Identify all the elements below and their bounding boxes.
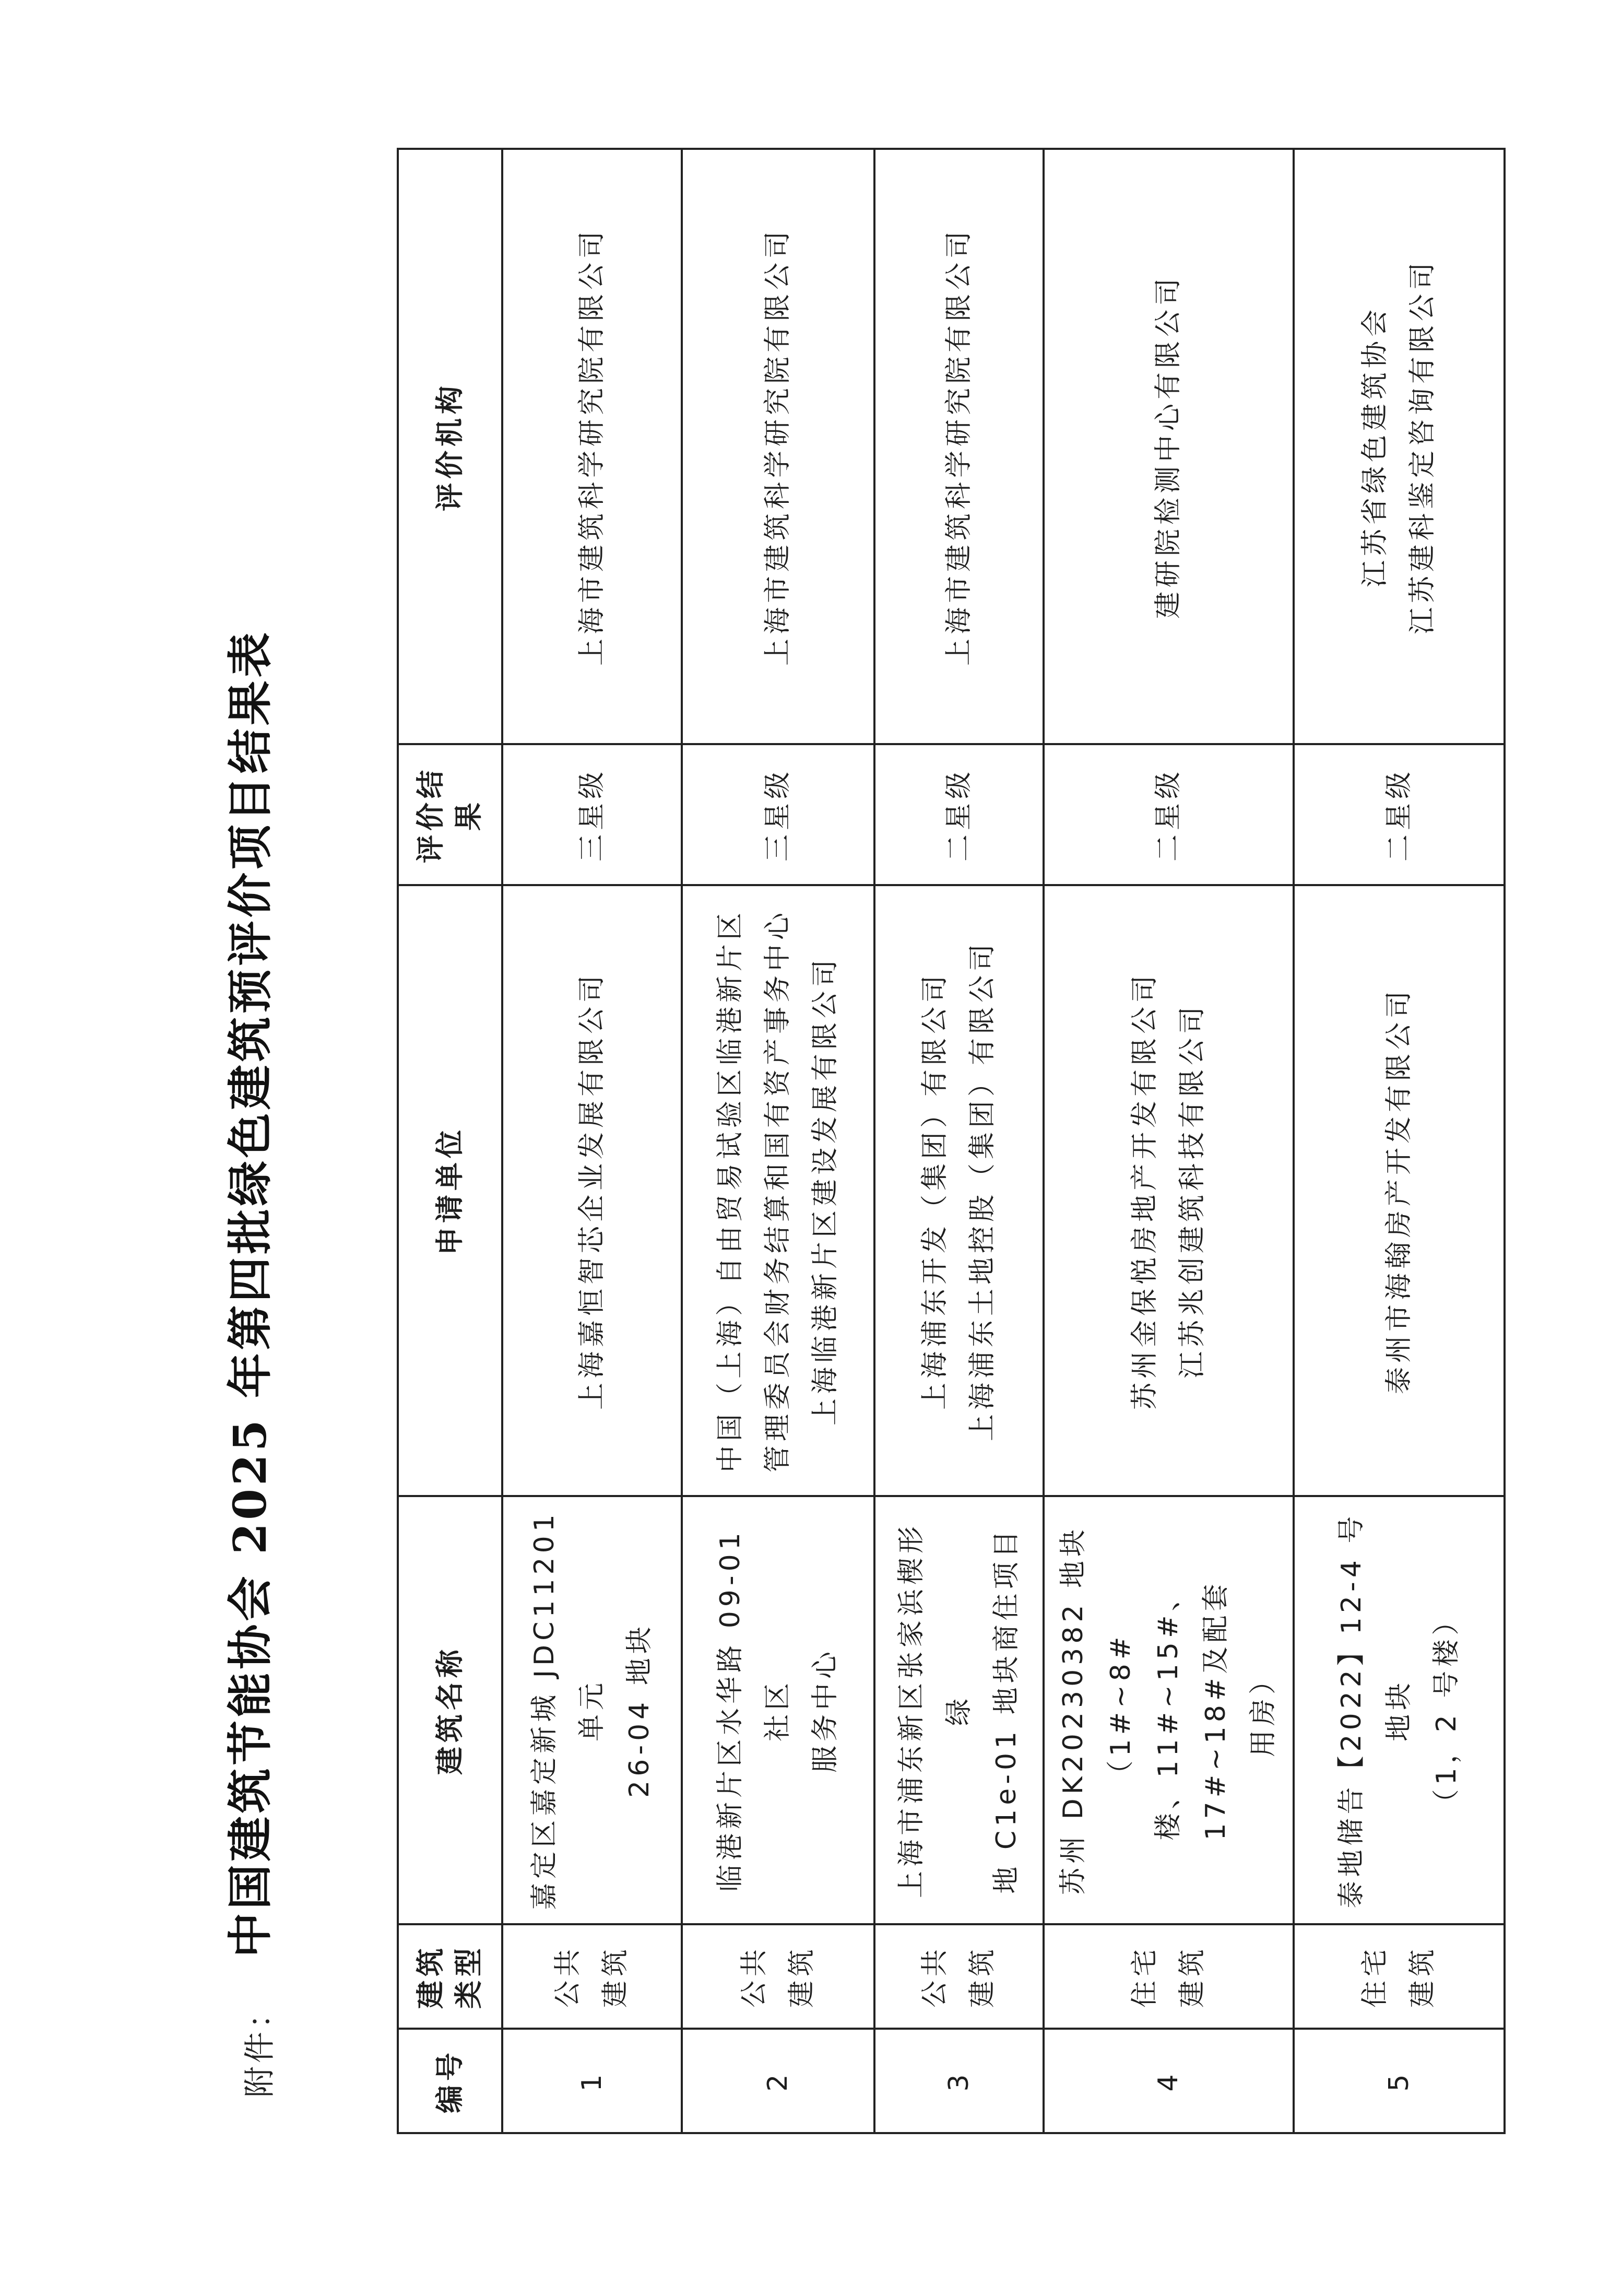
cell-building-name-line: （1，2 号楼） <box>1430 1604 1462 1817</box>
cell-building-name-line: 上海市浦东新区张家浜楔形绿 <box>895 1522 975 1899</box>
cell-applicant-line: 苏州金保悦房地产开发有限公司 <box>1129 971 1161 1410</box>
table-row <box>502 149 682 2133</box>
header-building-type: 建筑类型 <box>398 1924 502 2029</box>
table-row <box>682 149 874 2133</box>
cell-result: 三星级 <box>502 744 682 885</box>
cell-applicant-line: 上海嘉恒智芯企业发展有限公司 <box>576 971 608 1410</box>
cell-evaluator-line: 上海市建筑科学研究院有限公司 <box>762 227 794 666</box>
table-header-row <box>398 149 502 2133</box>
header-applicant: 申请单位 <box>398 885 502 1496</box>
results-table <box>397 148 1506 2134</box>
cell-building-type: 公共建筑 <box>502 1924 682 2029</box>
cell-building-name-line: 苏州 DK20230382 地块（1#~8# <box>1058 1525 1137 1895</box>
cell-evaluator <box>874 149 1044 744</box>
cell-evaluator <box>1294 149 1505 744</box>
cell-applicant <box>502 885 682 1496</box>
cell-building-name <box>1294 1496 1505 1924</box>
cell-evaluator-line: 建研院检测中心有限公司 <box>1153 274 1184 619</box>
cell-building-name-line: 临港新片区水华路 09-01 社区 <box>715 1528 794 1892</box>
cell-evaluator-line: 上海市建筑科学研究院有限公司 <box>576 227 608 666</box>
cell-building-name <box>502 1496 682 1924</box>
cell-no: 1 <box>502 2029 682 2133</box>
cell-building-name-line: 楼、11#~15#、17#~18#及配套 <box>1153 1580 1232 1841</box>
cell-applicant <box>1044 885 1294 1496</box>
cell-result: 二星级 <box>1294 744 1505 885</box>
cell-applicant-line: 泰州市海翰房产开发有限公司 <box>1383 987 1415 1395</box>
cell-building-type: 住宅建筑 <box>1294 1924 1505 2029</box>
cell-result: 二星级 <box>874 744 1044 885</box>
cell-applicant-line: 上海浦东土地控股（集团）有限公司 <box>967 940 998 1442</box>
rotated-document-page <box>0 227 1462 2296</box>
cell-building-name-line: 服务中心 <box>810 1647 841 1773</box>
cell-evaluator-line: 江苏建科鉴定咨询有限公司 <box>1407 258 1438 635</box>
cell-building-name-line: 用房） <box>1248 1663 1279 1758</box>
cell-building-name <box>1044 1496 1294 1924</box>
header-result: 评价结果 <box>398 744 502 885</box>
cell-applicant-line: 上海临港新片区建设发展有限公司 <box>810 956 841 1426</box>
cell-evaluator-line: 上海市建筑科学研究院有限公司 <box>943 227 975 666</box>
cell-no: 3 <box>874 2029 1044 2133</box>
cell-applicant-line: 江苏兆创建筑科技有限公司 <box>1176 1003 1208 1379</box>
cell-evaluator <box>682 149 874 744</box>
cell-result: 三星级 <box>682 744 874 885</box>
cell-applicant-line: 中国（上海）自由贸易试验区临港新片区 <box>715 909 746 1473</box>
cell-evaluator <box>1044 149 1294 744</box>
table-row <box>874 149 1044 2133</box>
cell-no: 2 <box>682 2029 874 2133</box>
cell-applicant <box>874 885 1044 1496</box>
document-title: 中国建筑节能协会 2025 年第四批绿色建筑预评价项目结果表 <box>224 629 277 1958</box>
header-no: 编号 <box>398 2029 502 2133</box>
attachment-label: 附件： <box>242 1994 278 2098</box>
table-row <box>1294 149 1505 2133</box>
table-body <box>502 149 1505 2133</box>
cell-building-name-line: 泰地储告【2022】12-4 号地块 <box>1335 1512 1415 1909</box>
table-row <box>1044 149 1294 2133</box>
cell-no: 4 <box>1044 2029 1294 2133</box>
cell-building-name <box>874 1496 1044 1924</box>
cell-applicant <box>1294 885 1505 1496</box>
cell-evaluator <box>502 149 682 744</box>
cell-result: 二星级 <box>1044 744 1294 885</box>
cell-building-name-line: 地 C1e-01 地块商住项目 <box>990 1526 1022 1894</box>
cell-building-type: 公共建筑 <box>874 1924 1044 2029</box>
header-evaluator: 评价机构 <box>398 149 502 744</box>
cell-building-type: 公共建筑 <box>682 1924 874 2029</box>
cell-no: 5 <box>1294 2029 1505 2133</box>
cell-applicant <box>682 885 874 1496</box>
cell-building-type: 住宅建筑 <box>1044 1924 1294 2029</box>
cell-building-name-line: 26-04 地块 <box>623 1622 655 1798</box>
cell-building-name <box>682 1496 874 1924</box>
cell-applicant-line: 管理委员会财务结算和国有资产事务中心 <box>762 909 794 1473</box>
header-building-name: 建筑名称 <box>398 1496 502 1924</box>
cell-applicant-line: 上海浦东开发（集团）有限公司 <box>919 971 951 1410</box>
cell-building-name-line: 嘉定区嘉定新城 JDC11201 单元 <box>528 1510 608 1910</box>
cell-evaluator-line: 江苏省绿色建筑协会 <box>1359 305 1391 588</box>
